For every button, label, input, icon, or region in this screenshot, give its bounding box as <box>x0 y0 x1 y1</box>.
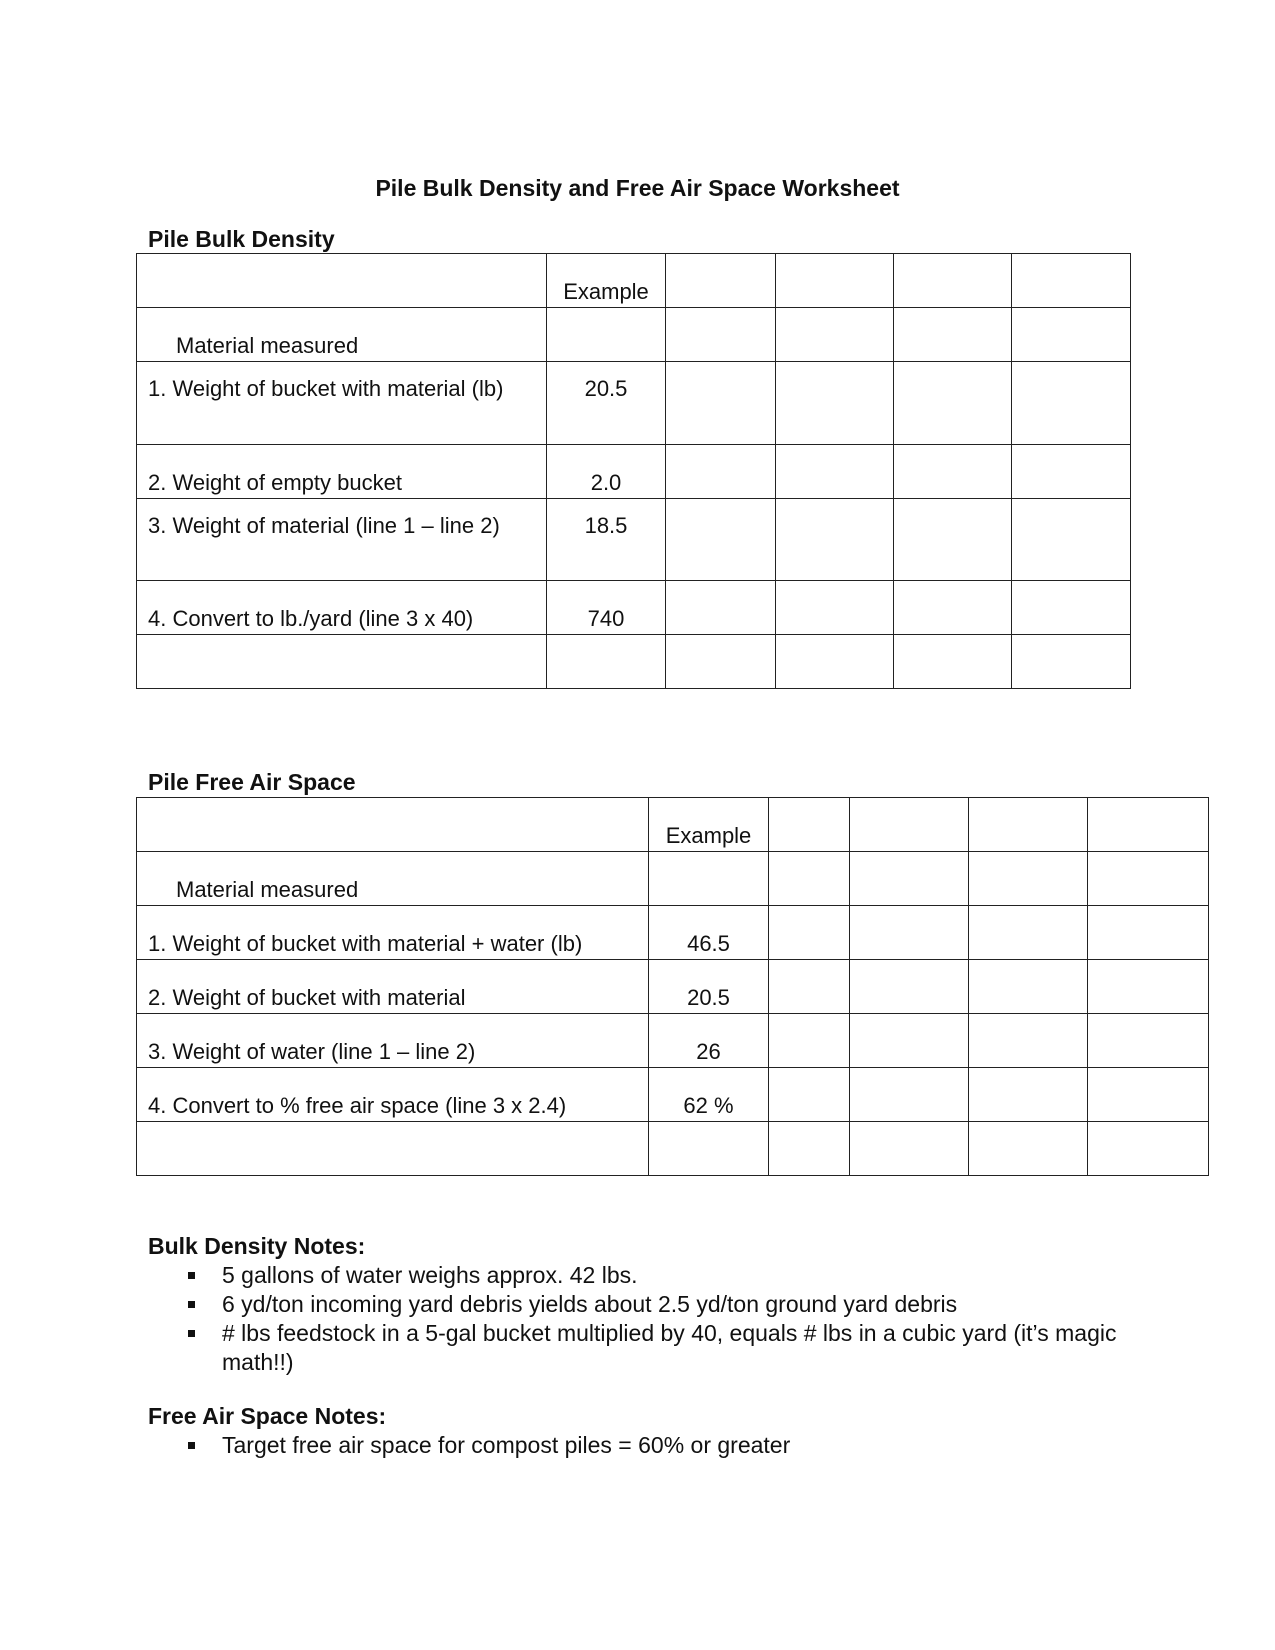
entry-cell[interactable] <box>776 581 894 635</box>
entry-cell[interactable] <box>969 960 1088 1014</box>
entry-cell[interactable] <box>850 1122 969 1176</box>
example-column-header: Example <box>649 798 769 852</box>
example-value <box>649 852 769 906</box>
entry-cell[interactable] <box>776 499 894 581</box>
entry-cell[interactable] <box>894 254 1012 308</box>
entry-cell[interactable] <box>776 635 894 689</box>
entry-cell[interactable] <box>1012 362 1131 445</box>
bulk-density-notes-heading: Bulk Density Notes: <box>148 1233 366 1259</box>
entry-cell[interactable] <box>1088 852 1209 906</box>
row-label: 1. Weight of bucket with material + water (lb) <box>137 906 649 960</box>
entry-cell[interactable] <box>969 798 1088 852</box>
list-item <box>148 1261 1128 1290</box>
entry-cell[interactable] <box>969 852 1088 906</box>
example-value: 20.5 <box>547 362 666 445</box>
entry-cell[interactable] <box>969 1122 1088 1176</box>
page-title: Pile Bulk Density and Free Air Space Worksheet <box>375 175 900 201</box>
example-value <box>649 1122 769 1176</box>
entry-cell[interactable] <box>850 960 969 1014</box>
entry-cell[interactable] <box>894 445 1012 499</box>
note-text: 6 yd/ton incoming yard debris yields about 2.5 yd/ton ground yard debris <box>222 1291 958 1317</box>
row-label: 3. Weight of material (line 1 – line 2) <box>137 499 547 581</box>
entry-cell[interactable] <box>769 906 850 960</box>
table-row <box>137 445 1131 499</box>
row-label: Material measured <box>137 308 547 362</box>
entry-cell[interactable] <box>894 308 1012 362</box>
table-row <box>137 499 1131 581</box>
entry-cell[interactable] <box>1012 635 1131 689</box>
table-row <box>137 581 1131 635</box>
note-text: Target free air space for compost piles = 60% or greater <box>222 1432 791 1458</box>
entry-cell[interactable] <box>1012 581 1131 635</box>
row-label <box>137 1122 649 1176</box>
entry-cell[interactable] <box>666 362 776 445</box>
table-header-row <box>137 254 1131 308</box>
entry-cell[interactable] <box>1088 960 1209 1014</box>
row-label <box>137 635 547 689</box>
example-value <box>547 308 666 362</box>
entry-cell[interactable] <box>769 960 850 1014</box>
table-header-row <box>137 798 1209 852</box>
example-value: 740 <box>547 581 666 635</box>
row-label: 2. Weight of empty bucket <box>137 445 547 499</box>
table-row <box>137 960 1209 1014</box>
table-row <box>137 1014 1209 1068</box>
list-item <box>148 1290 1128 1319</box>
entry-cell[interactable] <box>1088 798 1209 852</box>
list-item <box>148 1431 1128 1460</box>
entry-cell[interactable] <box>769 852 850 906</box>
square-bullet-icon <box>188 1301 195 1308</box>
example-value: 2.0 <box>547 445 666 499</box>
bulk-density-notes-list <box>148 1261 1128 1377</box>
entry-cell[interactable] <box>1012 499 1131 581</box>
row-label: Material measured <box>137 852 649 906</box>
entry-cell[interactable] <box>666 254 776 308</box>
entry-cell[interactable] <box>776 308 894 362</box>
entry-cell[interactable] <box>666 581 776 635</box>
entry-cell[interactable] <box>1088 1014 1209 1068</box>
table-row <box>137 362 1131 445</box>
row-label: 3. Weight of water (line 1 – line 2) <box>137 1014 649 1068</box>
entry-cell[interactable] <box>666 635 776 689</box>
square-bullet-icon <box>188 1330 195 1337</box>
table-cell <box>137 798 649 852</box>
example-value: 20.5 <box>649 960 769 1014</box>
free-air-space-notes-heading: Free Air Space Notes: <box>148 1403 387 1429</box>
entry-cell[interactable] <box>776 254 894 308</box>
entry-cell[interactable] <box>850 1068 969 1122</box>
entry-cell[interactable] <box>1088 906 1209 960</box>
entry-cell[interactable] <box>1012 308 1131 362</box>
entry-cell[interactable] <box>969 906 1088 960</box>
entry-cell[interactable] <box>1012 445 1131 499</box>
entry-cell[interactable] <box>776 445 894 499</box>
entry-cell[interactable] <box>1088 1122 1209 1176</box>
entry-cell[interactable] <box>666 308 776 362</box>
table-row <box>137 1068 1209 1122</box>
table-row <box>137 308 1131 362</box>
entry-cell[interactable] <box>1088 1068 1209 1122</box>
square-bullet-icon <box>188 1442 195 1449</box>
free-air-space-heading: Pile Free Air Space <box>148 769 356 795</box>
note-text: 5 gallons of water weighs approx. 42 lbs. <box>222 1262 638 1288</box>
note-text: # lbs feedstock in a 5-gal bucket multiplied by 40, equals # lbs in a cubic yard (it’s magic math!!) <box>222 1320 1117 1375</box>
entry-cell[interactable] <box>769 1068 850 1122</box>
square-bullet-icon <box>188 1272 195 1279</box>
row-label: 4. Convert to % free air space (line 3 x 2.4) <box>137 1068 649 1122</box>
table-cell <box>137 254 547 308</box>
entry-cell[interactable] <box>850 798 969 852</box>
entry-cell[interactable] <box>769 1122 850 1176</box>
entry-cell[interactable] <box>894 581 1012 635</box>
example-value: 18.5 <box>547 499 666 581</box>
bulk-density-table <box>136 253 1131 689</box>
entry-cell[interactable] <box>894 362 1012 445</box>
entry-cell[interactable] <box>666 499 776 581</box>
entry-cell[interactable] <box>894 635 1012 689</box>
table-row <box>137 852 1209 906</box>
example-value: 26 <box>649 1014 769 1068</box>
row-label: 1. Weight of bucket with material (lb) <box>137 362 547 445</box>
row-label: 2. Weight of bucket with material <box>137 960 649 1014</box>
table-row <box>137 1122 1209 1176</box>
entry-cell[interactable] <box>894 499 1012 581</box>
entry-cell[interactable] <box>969 1068 1088 1122</box>
entry-cell[interactable] <box>1012 254 1131 308</box>
bulk-density-heading: Pile Bulk Density <box>148 226 335 252</box>
entry-cell[interactable] <box>850 852 969 906</box>
free-air-space-notes-list <box>148 1431 1128 1460</box>
entry-cell[interactable] <box>769 798 850 852</box>
example-value: 46.5 <box>649 906 769 960</box>
table-row <box>137 635 1131 689</box>
entry-cell[interactable] <box>850 1014 969 1068</box>
table-row <box>137 906 1209 960</box>
row-label: 4. Convert to lb./yard (line 3 x 40) <box>137 581 547 635</box>
entry-cell[interactable] <box>969 1014 1088 1068</box>
entry-cell[interactable] <box>666 445 776 499</box>
entry-cell[interactable] <box>776 362 894 445</box>
entry-cell[interactable] <box>850 906 969 960</box>
example-value: 62 % <box>649 1068 769 1122</box>
entry-cell[interactable] <box>769 1014 850 1068</box>
example-value <box>547 635 666 689</box>
example-column-header: Example <box>547 254 666 308</box>
free-air-space-table <box>136 797 1209 1176</box>
list-item <box>148 1319 1128 1377</box>
